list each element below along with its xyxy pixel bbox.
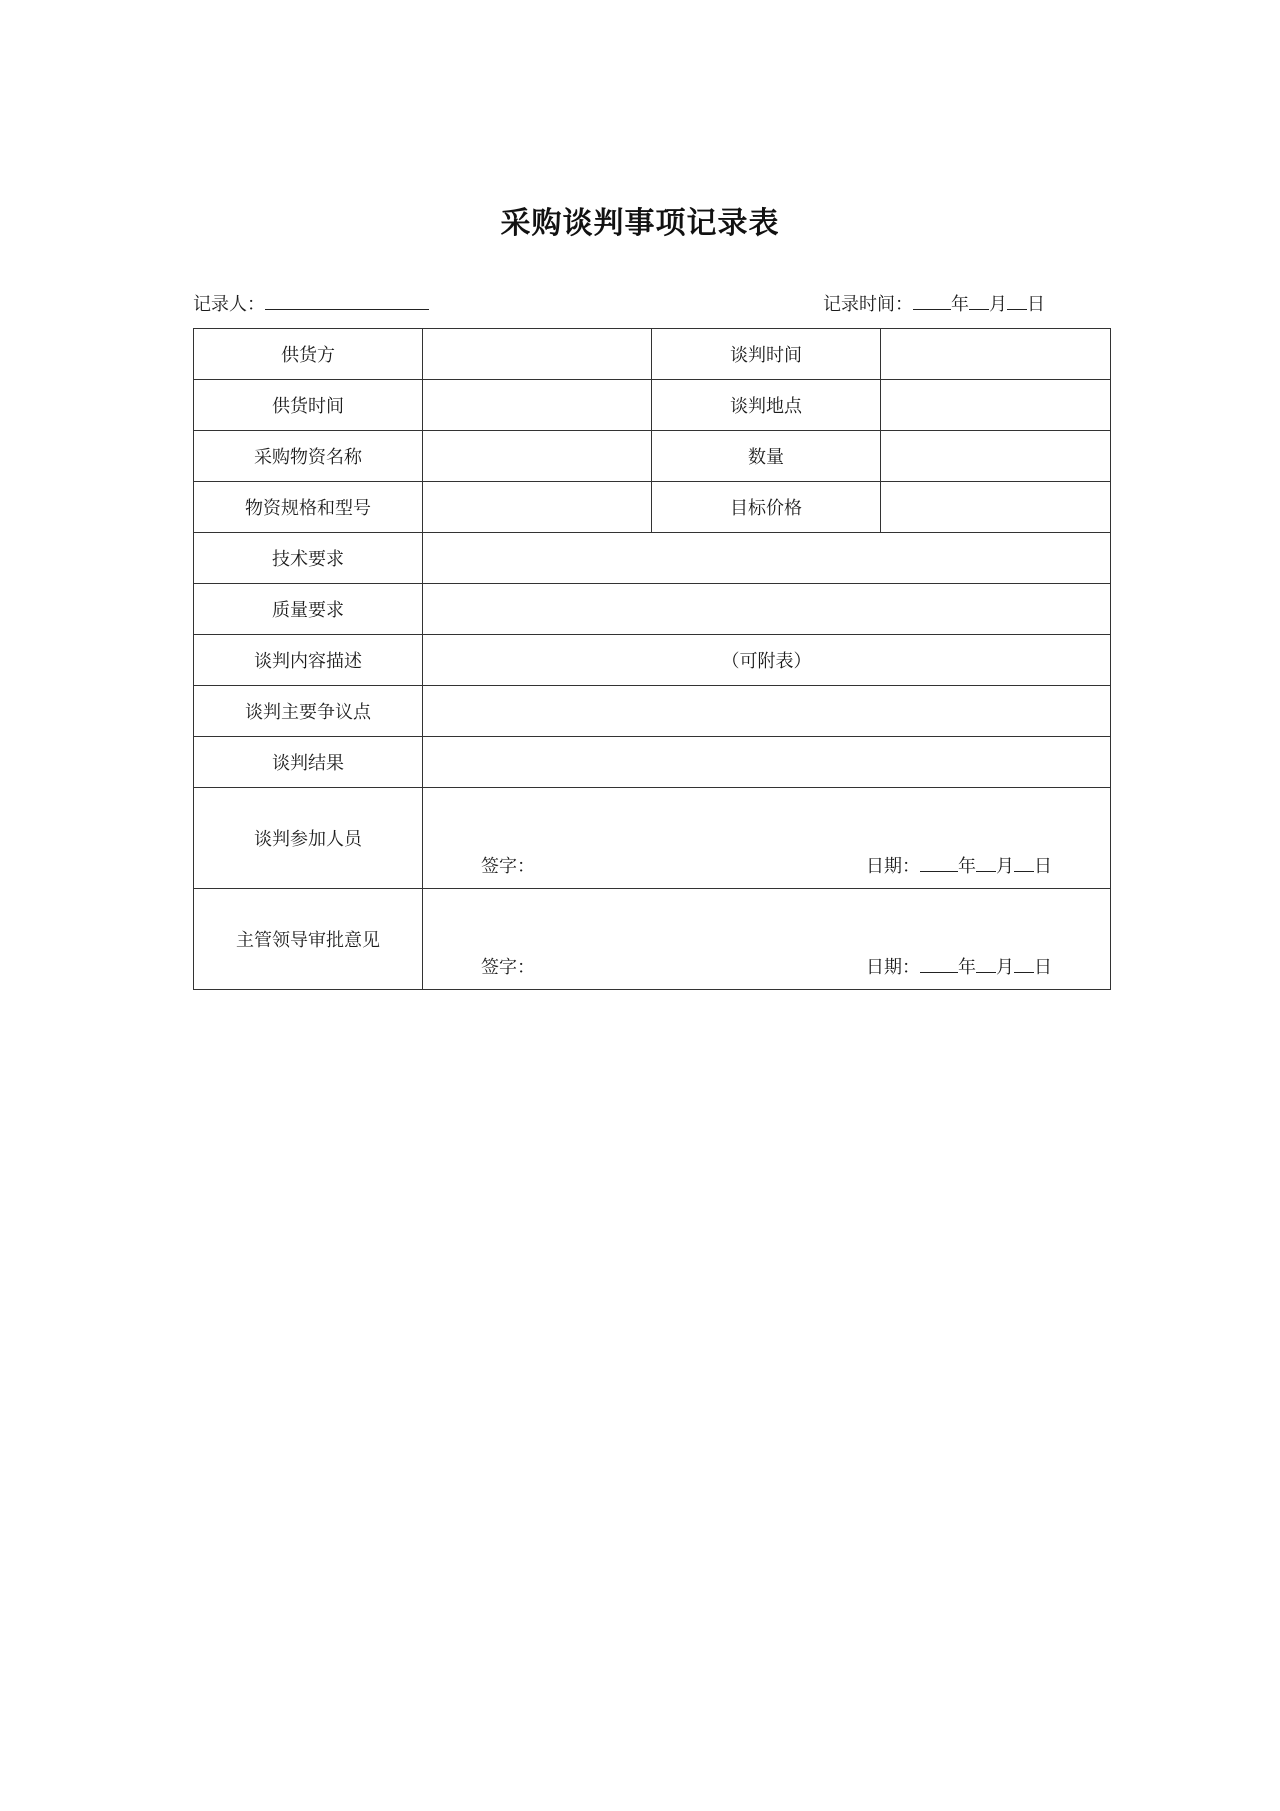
table-row (194, 584, 1111, 635)
record-year-label: 年 (951, 294, 969, 315)
table-row (194, 380, 1111, 431)
material-name-label: 采购物资名称 (194, 431, 423, 482)
negotiation-time-label: 谈判时间 (652, 329, 881, 380)
record-month-blank[interactable] (969, 291, 989, 310)
negotiation-location-label: 谈判地点 (652, 380, 881, 431)
result-label: 谈判结果 (194, 737, 423, 788)
tech-requirements-input[interactable] (423, 533, 1111, 584)
spec-model-input[interactable] (423, 482, 652, 533)
approval-date-label: 日期： (866, 957, 920, 978)
participants-sign-cell[interactable] (423, 788, 1111, 889)
approval-date (866, 953, 1052, 979)
approval-label: 主管领导审批意见 (194, 889, 423, 990)
content-description-label: 谈判内容描述 (194, 635, 423, 686)
dispute-points-input[interactable] (423, 686, 1111, 737)
participants-date-label: 日期： (866, 856, 920, 877)
negotiation-location-input[interactable] (881, 380, 1111, 431)
table-row (194, 533, 1111, 584)
table-row (194, 431, 1111, 482)
approval-year-blank[interactable] (920, 954, 958, 973)
approval-month-label: 月 (996, 957, 1014, 978)
spec-model-label: 物资规格和型号 (194, 482, 423, 533)
quantity-label: 数量 (652, 431, 881, 482)
quality-requirements-label: 质量要求 (194, 584, 423, 635)
record-year-blank[interactable] (913, 291, 951, 310)
approval-signature-label: 签字： (481, 957, 535, 978)
participants-day-label: 日 (1034, 856, 1052, 877)
participants-date (866, 852, 1052, 878)
meta-row (193, 290, 1109, 318)
table-row (194, 482, 1111, 533)
result-input[interactable] (423, 737, 1111, 788)
participants-year-label: 年 (958, 856, 976, 877)
approval-sign-cell[interactable] (423, 889, 1111, 990)
approval-year-label: 年 (958, 957, 976, 978)
participants-signature-label: 签字： (481, 856, 535, 877)
table-row (194, 329, 1111, 380)
supply-time-label: 供货时间 (194, 380, 423, 431)
supply-time-input[interactable] (423, 380, 652, 431)
dispute-points-label: 谈判主要争议点 (194, 686, 423, 737)
record-day-blank[interactable] (1007, 291, 1027, 310)
record-day-label: 日 (1027, 294, 1045, 315)
approval-month-blank[interactable] (976, 954, 996, 973)
target-price-label: 目标价格 (652, 482, 881, 533)
form-title: 采购谈判事项记录表 (500, 206, 780, 241)
content-description-input[interactable]: （可附表） (423, 635, 1111, 686)
table-row (194, 788, 1111, 889)
quality-requirements-input[interactable] (423, 584, 1111, 635)
tech-requirements-label: 技术要求 (194, 533, 423, 584)
quantity-input[interactable] (881, 431, 1111, 482)
recorder-blank[interactable] (265, 291, 429, 310)
approval-sign-line (481, 953, 1052, 977)
table-row (194, 737, 1111, 788)
supplier-input[interactable] (423, 329, 652, 380)
table-row (194, 635, 1111, 686)
participants-month-blank[interactable] (976, 853, 996, 872)
participants-sign-line (481, 852, 1052, 876)
recorder-field (193, 290, 429, 316)
supplier-label: 供货方 (194, 329, 423, 380)
participants-month-label: 月 (996, 856, 1014, 877)
table-row (194, 686, 1111, 737)
recorder-label: 记录人： (193, 294, 265, 315)
record-time-label: 记录时间： (823, 294, 913, 315)
record-table (193, 328, 1111, 990)
participants-label: 谈判参加人员 (194, 788, 423, 889)
approval-day-blank[interactable] (1014, 954, 1034, 973)
participants-year-blank[interactable] (920, 853, 958, 872)
table-row (194, 889, 1111, 990)
target-price-input[interactable] (881, 482, 1111, 533)
record-month-label: 月 (989, 294, 1007, 315)
record-time-field (823, 290, 1045, 316)
negotiation-time-input[interactable] (881, 329, 1111, 380)
approval-day-label: 日 (1034, 957, 1052, 978)
participants-day-blank[interactable] (1014, 853, 1034, 872)
material-name-input[interactable] (423, 431, 652, 482)
